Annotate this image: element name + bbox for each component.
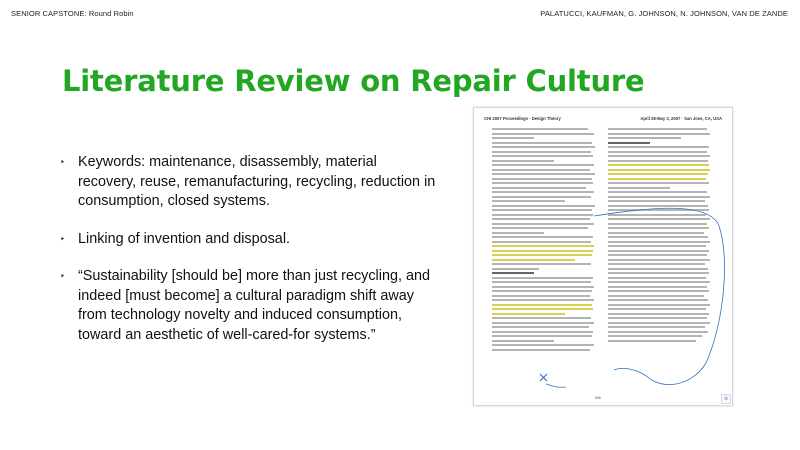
paper-page-image xyxy=(473,107,733,406)
paper-text-line xyxy=(608,331,708,333)
paper-text-line xyxy=(608,245,706,247)
paper-highlight-line xyxy=(492,250,593,252)
paper-text-line xyxy=(492,196,591,198)
paper-header-left: CHI 2007 Proceedings · Design Theory xyxy=(484,116,561,121)
slide-title: Literature Review on Repair Culture xyxy=(62,64,645,98)
paper-text-line xyxy=(608,317,707,319)
paper-text-line xyxy=(492,322,594,324)
bullet-text: Linking of invention and disposal. xyxy=(78,230,291,247)
paper-text-line xyxy=(608,290,709,292)
header-left: SENIOR CAPSTONE: Round Robin xyxy=(11,9,134,18)
paper-text-line xyxy=(608,214,706,216)
paper-text-line xyxy=(492,160,554,162)
paper-text-line xyxy=(492,178,592,180)
paper-text-line xyxy=(492,317,591,319)
paper-text-line xyxy=(608,241,710,243)
annotation-tick-mark xyxy=(546,384,566,387)
paper-page-number: 506 xyxy=(595,396,601,400)
paper-text-line xyxy=(608,232,704,234)
bullet-item-linking xyxy=(58,230,438,250)
paper-text-line xyxy=(608,272,709,274)
paper-text-line xyxy=(492,277,593,279)
paper-highlight-line xyxy=(608,173,708,175)
paper-text-line xyxy=(608,133,710,135)
paper-text-line xyxy=(608,187,670,189)
paper-text-line xyxy=(608,209,709,211)
paper-text-line xyxy=(608,236,708,238)
paper-highlight-line xyxy=(492,304,592,306)
paper-text-line xyxy=(492,191,594,193)
paper-text-line xyxy=(492,223,594,225)
paper-highlight-line xyxy=(608,169,710,171)
paper-highlight-line xyxy=(608,178,706,180)
paper-text-line xyxy=(492,137,534,139)
paper-text-line xyxy=(608,227,709,229)
paper-text-line xyxy=(492,268,539,270)
paper-text-line xyxy=(608,200,705,202)
bullet-arrow-icon: ‣ xyxy=(60,157,66,167)
paper-text-line xyxy=(608,250,709,252)
paper-text-line xyxy=(608,281,710,283)
paper-text-line xyxy=(492,286,594,288)
paper-highlight-line xyxy=(492,313,565,315)
paper-text-line xyxy=(492,182,593,184)
paper-text-line xyxy=(608,308,706,310)
paper-column-right xyxy=(608,128,712,344)
paper-highlight-line xyxy=(492,308,593,310)
bullet-list xyxy=(58,153,438,363)
paper-text-line xyxy=(492,326,589,328)
paper-text-line xyxy=(608,277,706,279)
bullet-arrow-icon: ‣ xyxy=(60,233,66,244)
paper-text-line xyxy=(492,331,593,333)
paper-text-line xyxy=(492,236,593,238)
bullet-item-keywords xyxy=(58,153,438,212)
paper-text-line xyxy=(608,182,709,184)
header-right: PALATUCCI, KAUFMAN, G. JOHNSON, N. JOHNSON, VAN DE ZANDE xyxy=(540,9,788,18)
paper-text-line xyxy=(608,128,707,130)
paper-text-line xyxy=(492,205,595,207)
bullet-item-quote xyxy=(58,267,438,345)
paper-section-heading xyxy=(608,142,650,144)
paper-text-line xyxy=(608,137,681,139)
paper-text-line xyxy=(608,259,710,261)
paper-text-line xyxy=(492,281,591,283)
paper-text-line xyxy=(608,313,709,315)
bullet-arrow-icon: ‣ xyxy=(60,271,66,281)
paper-text-line xyxy=(492,164,594,166)
paper-text-line xyxy=(492,209,592,211)
paper-highlight-line xyxy=(492,245,594,247)
paper-text-line xyxy=(492,299,594,301)
paper-text-line xyxy=(492,128,588,130)
paper-text-line xyxy=(492,173,595,175)
paper-highlight-line xyxy=(492,259,575,261)
paper-text-line xyxy=(608,304,710,306)
paper-text-line xyxy=(608,326,705,328)
paper-text-line xyxy=(608,146,709,148)
paper-highlight-line xyxy=(608,164,709,166)
paper-text-line xyxy=(492,146,595,148)
paper-text-line xyxy=(608,151,707,153)
paper-text-line xyxy=(608,299,708,301)
paper-text-line xyxy=(608,335,702,337)
paper-header xyxy=(484,116,722,121)
paper-column-left xyxy=(492,128,596,353)
paper-text-line xyxy=(492,155,593,157)
paper-text-line xyxy=(492,295,590,297)
paper-text-line xyxy=(608,155,710,157)
paper-text-line xyxy=(608,191,707,193)
paper-text-line xyxy=(492,151,591,153)
paper-text-line xyxy=(492,200,565,202)
paper-text-line xyxy=(608,254,707,256)
paper-section-heading xyxy=(492,272,534,274)
paper-text-line xyxy=(492,133,594,135)
paper-text-line xyxy=(608,223,707,225)
paper-text-line xyxy=(608,160,708,162)
paper-text-line xyxy=(608,286,707,288)
paper-text-line xyxy=(492,142,592,144)
paper-text-line xyxy=(608,268,708,270)
paper-text-line xyxy=(492,218,590,220)
paper-text-line xyxy=(608,196,710,198)
paper-text-line xyxy=(492,227,588,229)
bullet-text: “Sustainability [should be] more than just recycling, and indeed [must become] a cultural paradigm shift away from technology novelty and induced consumption, toward an aesthetic of well-cared-for systems.” xyxy=(78,268,430,343)
paper-text-line xyxy=(492,335,592,337)
bullet-text: Keywords: maintenance, disassembly, material recovery, reuse, remanufacturing, recycling, reduction in consumption, closed systems. xyxy=(78,154,436,209)
paper-text-line xyxy=(492,169,590,171)
paper-text-line xyxy=(492,344,594,346)
paper-text-line xyxy=(492,340,554,342)
paper-text-line xyxy=(492,241,591,243)
paper-text-line xyxy=(492,290,592,292)
paper-text-line xyxy=(492,263,591,265)
annotation-cross-mark xyxy=(540,374,547,381)
paper-text-line xyxy=(608,263,705,265)
paper-text-line xyxy=(608,295,704,297)
paper-text-line xyxy=(608,205,708,207)
paper-header-right: April 28-May 3, 2007 · San Jose, CA, USA xyxy=(640,116,722,121)
paper-highlight-line xyxy=(492,254,592,256)
zoom-icon[interactable]: ⊕ xyxy=(721,394,731,404)
paper-text-line xyxy=(608,218,710,220)
paper-text-line xyxy=(492,232,544,234)
paper-text-line xyxy=(608,322,710,324)
paper-text-line xyxy=(492,214,593,216)
paper-text-line xyxy=(492,187,586,189)
paper-text-line xyxy=(492,349,590,351)
paper-text-line xyxy=(608,340,696,342)
